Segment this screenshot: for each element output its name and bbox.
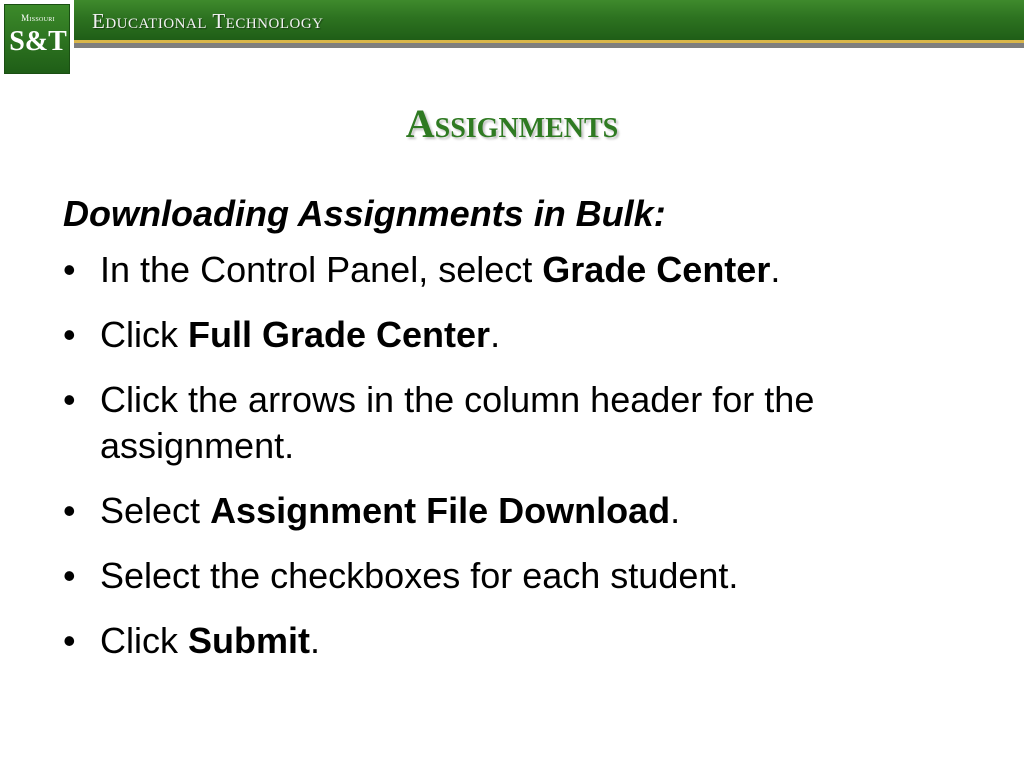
bullet-item xyxy=(63,553,963,599)
bullet-text: Click the arrows in the column header for the assignment. xyxy=(100,379,815,466)
bullet-text: Click xyxy=(100,314,188,355)
bullet-trailing-text: . xyxy=(770,249,781,290)
logo-top-text: Missouri xyxy=(21,13,55,23)
logo-badge xyxy=(4,4,70,74)
bullet-icon: • xyxy=(63,314,76,355)
bullet-trailing-text: . xyxy=(670,490,681,531)
bullet-bold-text: Submit xyxy=(188,620,310,661)
bullet-item xyxy=(63,377,963,469)
header-title: Educational Technology xyxy=(92,9,324,33)
bullet-item xyxy=(63,312,963,358)
bullet-item xyxy=(63,488,963,534)
bullet-item xyxy=(63,247,963,293)
bullet-icon: • xyxy=(63,555,76,596)
bullet-list xyxy=(63,247,963,664)
bullet-text: Select xyxy=(100,490,211,531)
slide-title: Assignments xyxy=(405,101,619,146)
subheading: Downloading Assignments in Bulk: xyxy=(63,193,666,234)
bullet-trailing-text: . xyxy=(490,314,501,355)
bullet-icon: • xyxy=(63,249,76,290)
logo-main-text: S&T xyxy=(9,26,67,57)
bullet-trailing-text: . xyxy=(310,620,321,661)
bullet-icon: • xyxy=(63,490,76,531)
bullet-icon: • xyxy=(63,379,76,420)
bullet-bold-text: Assignment File Download xyxy=(210,490,671,531)
bullet-icon: • xyxy=(63,620,76,661)
bullet-text: Select the checkboxes for each student. xyxy=(100,555,739,596)
missouri-st-logo xyxy=(0,0,74,76)
bullet-text: In the Control Panel, select xyxy=(100,249,543,290)
header-gray-stripe xyxy=(72,43,1024,48)
slide-content xyxy=(63,188,963,683)
bullet-item xyxy=(63,618,963,664)
bullet-bold-text: Grade Center xyxy=(542,249,771,290)
bullet-bold-text: Full Grade Center xyxy=(188,314,491,355)
bullet-text: Click xyxy=(100,620,188,661)
